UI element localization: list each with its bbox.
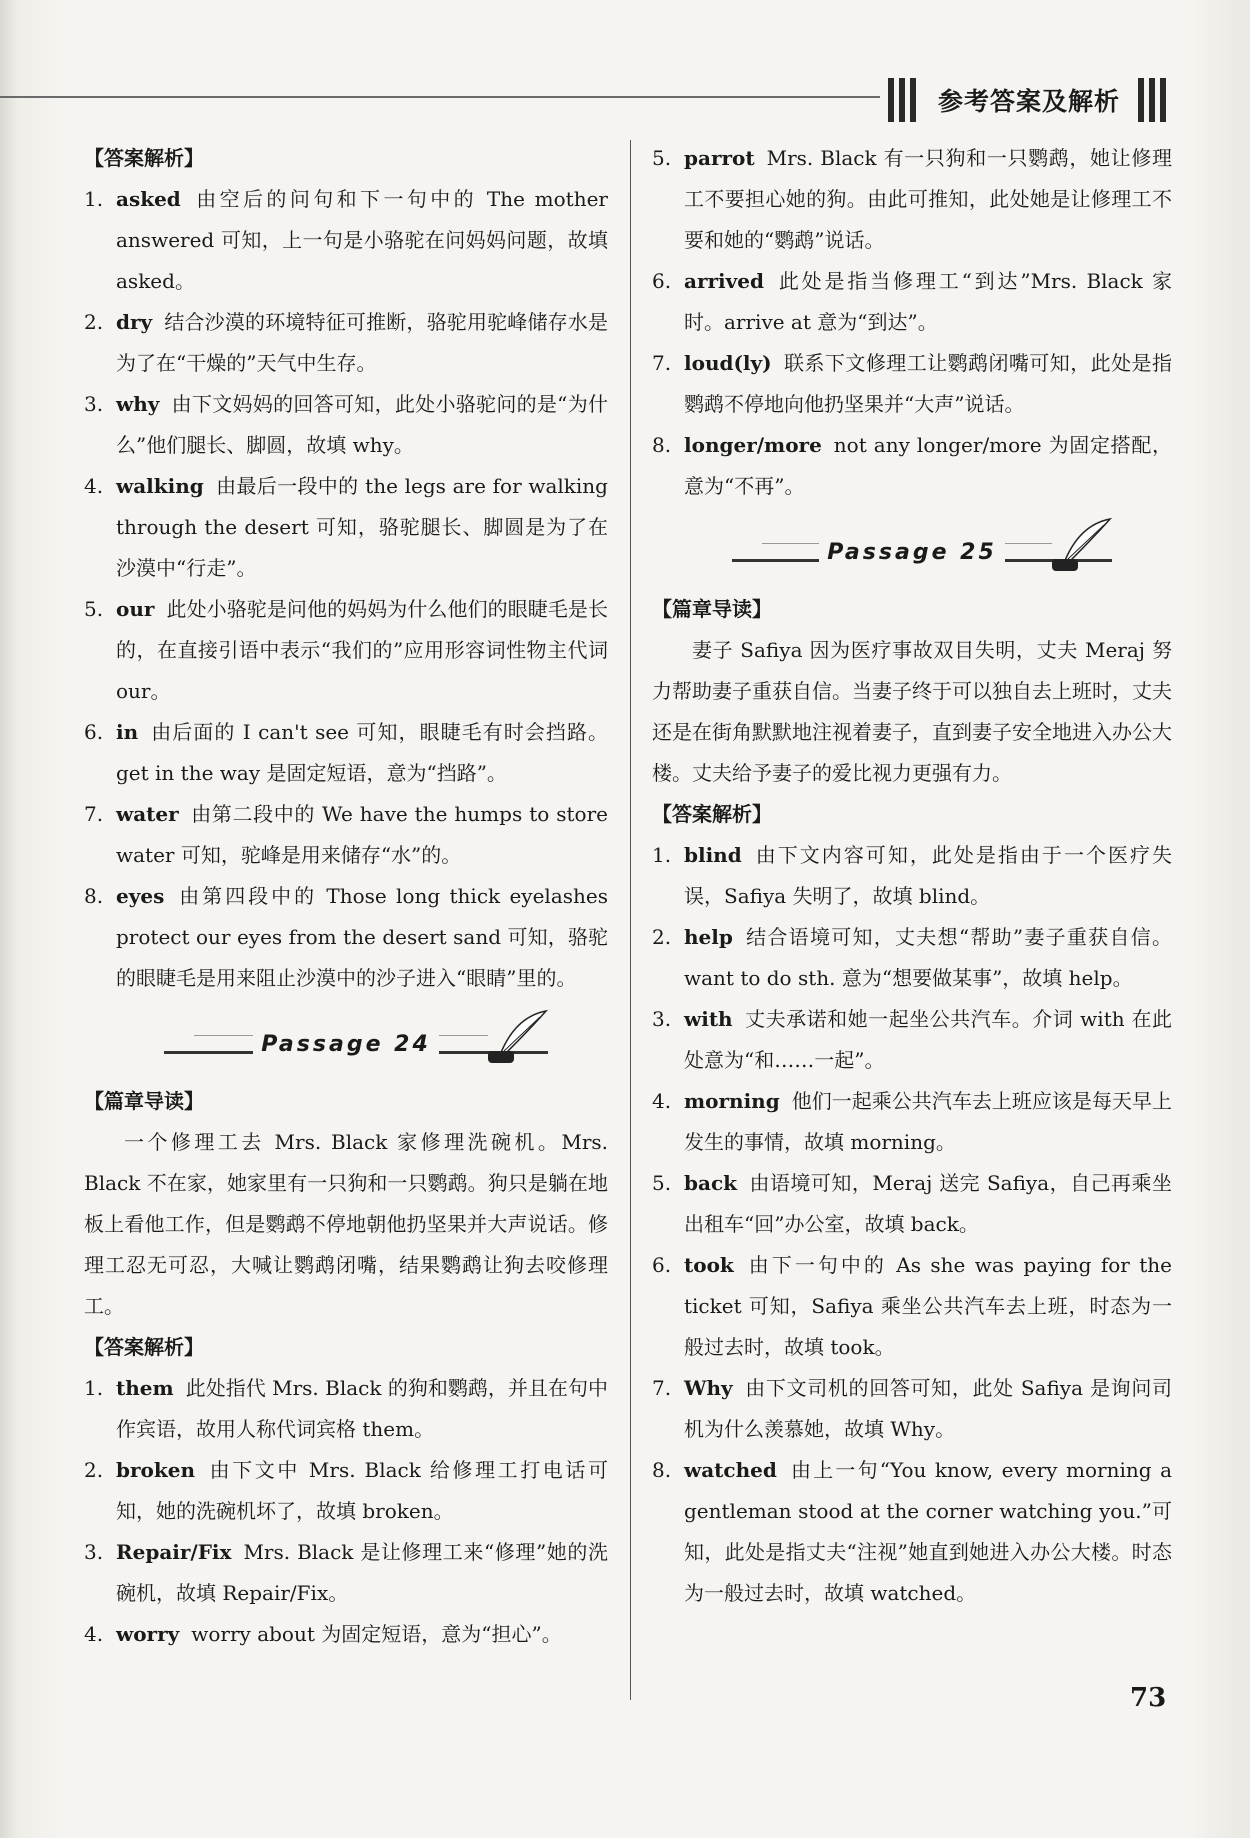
answer-word: took bbox=[684, 1253, 734, 1277]
answer-item bbox=[652, 1081, 1172, 1163]
answer-word: worry bbox=[116, 1622, 180, 1646]
page-header-title: 参考答案及解析 bbox=[938, 87, 1121, 116]
item-number: 3. bbox=[652, 1007, 672, 1031]
answer-word: why bbox=[116, 392, 160, 416]
answer-list bbox=[84, 179, 608, 999]
answer-item bbox=[84, 712, 608, 794]
item-body bbox=[116, 712, 608, 794]
answer-item bbox=[84, 876, 608, 999]
answer-word: blind bbox=[684, 843, 742, 867]
explanation-text: Mrs. Black 是让修理工来“修理”她的洗碗机，故填 Repair/Fix。 bbox=[116, 1540, 608, 1605]
explanation-text: 结合语境可知，丈夫想“帮助”妻子重获自信。want to do sth. 意为“想要做某事”，故填 help。 bbox=[684, 925, 1172, 990]
header-rule bbox=[0, 96, 880, 98]
item-body bbox=[684, 1081, 1172, 1163]
item-body bbox=[684, 261, 1172, 343]
answer-word: in bbox=[116, 720, 139, 744]
section-heading: 【篇章导读】 bbox=[84, 1089, 204, 1113]
section-heading: 【答案解析】 bbox=[652, 802, 772, 826]
answer-word: Repair/Fix bbox=[116, 1540, 232, 1564]
explanation-text: 由下文中 Mrs. Black 给修理工打电话可知，她的洗碗机坏了，故填 broken。 bbox=[116, 1458, 608, 1523]
answer-list bbox=[652, 835, 1172, 1614]
answer-item bbox=[652, 425, 1172, 507]
item-number: 2. bbox=[652, 925, 672, 949]
column-divider bbox=[630, 140, 631, 1700]
item-body bbox=[116, 302, 608, 384]
item-body bbox=[684, 835, 1172, 917]
passage-title: Passage 25 bbox=[819, 532, 1005, 573]
item-number: 4. bbox=[652, 1089, 672, 1113]
explanation-text: 由后面的 I can't see 可知，眼睫毛有时会挡路。get in the way 是固定短语，意为“挡路”。 bbox=[116, 720, 608, 785]
answer-item bbox=[84, 384, 608, 466]
item-body bbox=[116, 1450, 608, 1532]
explanation-text: 由下文司机的回答可知，此处 Safiya 是询问司机为什么羡慕她，故填 Why。 bbox=[684, 1376, 1172, 1441]
item-number: 8. bbox=[652, 433, 672, 457]
item-number: 6. bbox=[652, 269, 672, 293]
answer-word: arrived bbox=[684, 269, 764, 293]
item-number: 1. bbox=[84, 1376, 104, 1400]
explanation-text: not any longer/more 为固定搭配，意为“不再”。 bbox=[684, 433, 1172, 498]
item-number: 5. bbox=[84, 597, 104, 621]
item-number: 1. bbox=[84, 187, 104, 211]
section-heading: 【篇章导读】 bbox=[652, 597, 772, 621]
item-body bbox=[684, 1450, 1172, 1614]
explanation-text: Mrs. Black 有一只狗和一只鹦鹉，她让修理工不要担心她的狗。由此可推知，此处她是让修理工不要和她的“鹦鹉”说话。 bbox=[684, 146, 1172, 252]
item-body bbox=[116, 794, 608, 876]
answer-item bbox=[652, 1450, 1172, 1614]
left-column bbox=[84, 138, 608, 1655]
item-body bbox=[684, 999, 1172, 1081]
item-number: 7. bbox=[652, 1376, 672, 1400]
item-body bbox=[116, 876, 608, 999]
answer-word: water bbox=[116, 802, 179, 826]
item-body bbox=[116, 179, 608, 302]
answer-word: our bbox=[116, 597, 155, 621]
item-body bbox=[116, 589, 608, 712]
explanation-text: 此处指代 Mrs. Black 的狗和鹦鹉，并且在句中作宾语，故用人称代词宾格 them。 bbox=[116, 1376, 608, 1441]
item-number: 4. bbox=[84, 474, 104, 498]
item-body bbox=[116, 1368, 608, 1450]
answer-item bbox=[652, 999, 1172, 1081]
item-number: 1. bbox=[652, 843, 672, 867]
chapter-guide-text: 一个修理工去 Mrs. Black 家修理洗碗机。Mrs. Black 不在家，她家里有一只狗和一只鹦鹉。狗只是躺在地板上看他工作，但是鹦鹉不停地朝他扔坚果并大声说话。修理工忍无可忍，大喊让鹦鹉闭嘴，结果鹦鹉让狗去咬修理工。 bbox=[84, 1130, 608, 1318]
answer-word: Why bbox=[684, 1376, 733, 1400]
answer-item bbox=[84, 589, 608, 712]
answer-item bbox=[84, 466, 608, 589]
item-number: 8. bbox=[652, 1458, 672, 1482]
explanation-text: 由第二段中的 We have the humps to store water 可知，驼峰是用来储存“水”的。 bbox=[116, 802, 608, 867]
item-body bbox=[116, 1532, 608, 1614]
item-number: 2. bbox=[84, 310, 104, 334]
item-body bbox=[684, 425, 1172, 507]
answer-word: asked bbox=[116, 187, 181, 211]
item-number: 6. bbox=[652, 1253, 672, 1277]
right-column bbox=[652, 138, 1172, 1614]
item-number: 7. bbox=[652, 351, 672, 375]
item-number: 4. bbox=[84, 1622, 104, 1646]
answer-item bbox=[84, 794, 608, 876]
explanation-text: 由上一句“You know, every morning a gentleman stood at the corner watching you.”可知，此处是指丈夫“注视”她直到她进入办公大楼。时态为一般过去时，故填 watched。 bbox=[684, 1458, 1172, 1605]
explanation-text: 由下文妈妈的回答可知，此处小骆驼问的是“为什么”他们腿长、脚圆，故填 why。 bbox=[116, 392, 608, 457]
answer-item bbox=[652, 1368, 1172, 1450]
explanation-text: 结合沙漠的环境特征可推断，骆驼用驼峰储存水是为了在“干燥的”天气中生存。 bbox=[116, 310, 608, 375]
item-number: 2. bbox=[84, 1458, 104, 1482]
answer-item bbox=[652, 917, 1172, 999]
item-number: 7. bbox=[84, 802, 104, 826]
answer-item bbox=[652, 261, 1172, 343]
answer-word: watched bbox=[684, 1458, 777, 1482]
chapter-guide-text: 妻子 Safiya 因为医疗事故双目失明，丈夫 Meraj 努力帮助妻子重获自信。当妻子终于可以独自去上班时，丈夫还是在街角默默地注视着妻子，直到妻子安全地进入办公大楼。丈夫给予妻子的爱比视力更强有力。 bbox=[652, 638, 1172, 785]
answer-item bbox=[84, 1532, 608, 1614]
section-heading: 【答案解析】 bbox=[84, 146, 204, 170]
item-number: 5. bbox=[652, 146, 672, 170]
answer-word: walking bbox=[116, 474, 204, 498]
answer-item bbox=[84, 1614, 608, 1655]
item-number: 8. bbox=[84, 884, 104, 908]
explanation-text: 由下一句中的 As she was paying for the ticket 可知，Safiya 乘坐公共汽车去上班，时态为一般过去时，故填 took。 bbox=[684, 1253, 1172, 1359]
answer-list bbox=[84, 1368, 608, 1655]
answer-item bbox=[652, 1163, 1172, 1245]
answer-item bbox=[652, 343, 1172, 425]
page-number: 73 bbox=[1130, 1683, 1167, 1713]
answer-item bbox=[84, 1450, 608, 1532]
passage-title: Passage 24 bbox=[253, 1024, 439, 1065]
passage-banner-24 bbox=[84, 999, 608, 1081]
answer-word: with bbox=[684, 1007, 733, 1031]
header-bars-left bbox=[888, 78, 916, 122]
answer-item bbox=[84, 1368, 608, 1450]
section-heading: 【答案解析】 bbox=[84, 1335, 204, 1359]
explanation-text: 由下文内容可知，此处是指由于一个医疗失误，Safiya 失明了，故填 blind。 bbox=[684, 843, 1172, 908]
item-body bbox=[684, 1245, 1172, 1368]
answer-item bbox=[84, 179, 608, 302]
answer-word: loud(ly) bbox=[684, 351, 772, 375]
answer-word: them bbox=[116, 1376, 174, 1400]
explanation-text: 此处小骆驼是问他的妈妈为什么他们的眼睫毛是长的，在直接引语中表示“我们的”应用形容词性物主代词 our。 bbox=[116, 597, 608, 703]
answer-item bbox=[652, 138, 1172, 261]
explanation-text: 丈夫承诺和她一起坐公共汽车。介词 with 在此处意为“和……一起”。 bbox=[684, 1007, 1172, 1072]
explanation-text: 由语境可知，Meraj 送完 Safiya，自己再乘坐出租车“回”办公室，故填 back。 bbox=[684, 1171, 1172, 1236]
quill-inkwell-icon bbox=[480, 1007, 550, 1067]
answer-word: longer/more bbox=[684, 433, 822, 457]
item-body bbox=[684, 343, 1172, 425]
answer-word: dry bbox=[116, 310, 153, 334]
answer-word: eyes bbox=[116, 884, 165, 908]
answer-word: broken bbox=[116, 1458, 195, 1482]
item-body bbox=[116, 384, 608, 466]
answer-word: back bbox=[684, 1171, 737, 1195]
item-body bbox=[116, 466, 608, 589]
header-bars-right bbox=[1138, 78, 1166, 122]
explanation-text: 他们一起乘公共汽车去上班应该是每天早上发生的事情，故填 morning。 bbox=[684, 1089, 1172, 1154]
item-number: 6. bbox=[84, 720, 104, 744]
item-number: 5. bbox=[652, 1171, 672, 1195]
item-number: 3. bbox=[84, 1540, 104, 1564]
passage-banner-25 bbox=[652, 507, 1172, 589]
explanation-text: 由第四段中的 Those long thick eyelashes protect our eyes from the desert sand 可知，骆驼的眼睫毛是用来阻止沙漠中的沙子进入“眼睛”里的。 bbox=[116, 884, 608, 990]
explanation-text: 联系下文修理工让鹦鹉闭嘴可知，此处是指鹦鹉不停地向他扔坚果并“大声”说话。 bbox=[684, 351, 1172, 416]
quill-inkwell-icon bbox=[1044, 515, 1114, 575]
explanation-text: 由最后一段中的 the legs are for walking through the desert 可知，骆驼腿长、脚圆是为了在沙漠中“行走”。 bbox=[116, 474, 608, 580]
item-body bbox=[684, 1368, 1172, 1450]
explanation-text: 由空后的问句和下一句中的 The mother answered 可知，上一句是小骆驼在问妈妈问题，故填 asked。 bbox=[116, 187, 608, 293]
item-body bbox=[684, 1163, 1172, 1245]
answer-list bbox=[652, 138, 1172, 507]
item-body bbox=[684, 917, 1172, 999]
answer-item bbox=[652, 1245, 1172, 1368]
item-body bbox=[684, 138, 1172, 261]
answer-word: parrot bbox=[684, 146, 755, 170]
answer-word: help bbox=[684, 925, 733, 949]
answer-word: morning bbox=[684, 1089, 780, 1113]
answer-item bbox=[652, 835, 1172, 917]
answer-item bbox=[84, 302, 608, 384]
item-body bbox=[116, 1614, 608, 1655]
explanation-text: 此处是指当修理工“到达”Mrs. Black 家时。arrive at 意为“到达”。 bbox=[684, 269, 1172, 334]
explanation-text: worry about 为固定短语，意为“担心”。 bbox=[191, 1622, 562, 1646]
item-number: 3. bbox=[84, 392, 104, 416]
